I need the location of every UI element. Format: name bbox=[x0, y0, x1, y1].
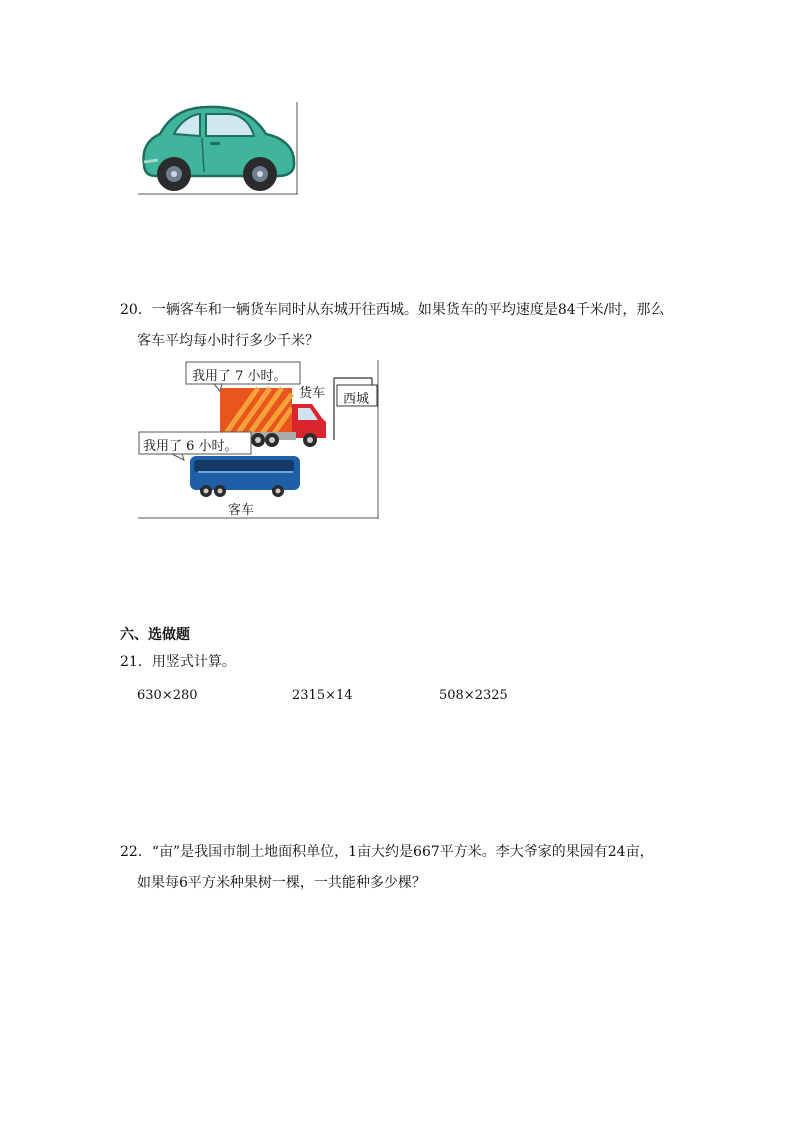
q20-text-line1: 一辆客车和一辆货车同时从东城开往西城。如果货车的平均速度是84千米/时，那么 bbox=[151, 302, 665, 318]
q22-line1 bbox=[120, 842, 654, 862]
green-beetle-car-icon bbox=[138, 102, 300, 195]
q20-line1 bbox=[120, 300, 664, 320]
truck-speech-bubble: 我用了 7 小时。 bbox=[192, 369, 287, 384]
truck-bus-figure bbox=[138, 360, 380, 520]
q20-line2: 客车平均每小时行多少千米？ bbox=[137, 333, 319, 349]
q21-number: 21． bbox=[120, 654, 152, 670]
bus-speech-bubble: 我用了 6 小时。 bbox=[143, 439, 238, 454]
q21-text: 用竖式计算。 bbox=[151, 654, 236, 670]
section-title-6: 六、选做题 bbox=[120, 627, 190, 643]
west-city-sign-label: 西城 bbox=[343, 392, 370, 407]
q21-expression-3: 508×2325 bbox=[439, 688, 508, 703]
bus-label: 客车 bbox=[228, 503, 255, 518]
q22-line2: 如果每6平方米种果树一棵，一共能种多少棵？ bbox=[137, 875, 426, 891]
q21-expression-1: 630×280 bbox=[137, 688, 198, 703]
truck-label: 货车 bbox=[299, 386, 326, 401]
q22-text-line1: “亩”是我国市制土地面积单位，1亩大约是667平方米。李大爷家的果园有24亩， bbox=[151, 844, 654, 860]
car-figure bbox=[138, 102, 300, 195]
q20-number: 20． bbox=[120, 302, 152, 318]
q21-expression-2: 2315×14 bbox=[292, 688, 353, 703]
q21-line bbox=[120, 652, 236, 672]
q22-number: 22． bbox=[120, 844, 152, 860]
